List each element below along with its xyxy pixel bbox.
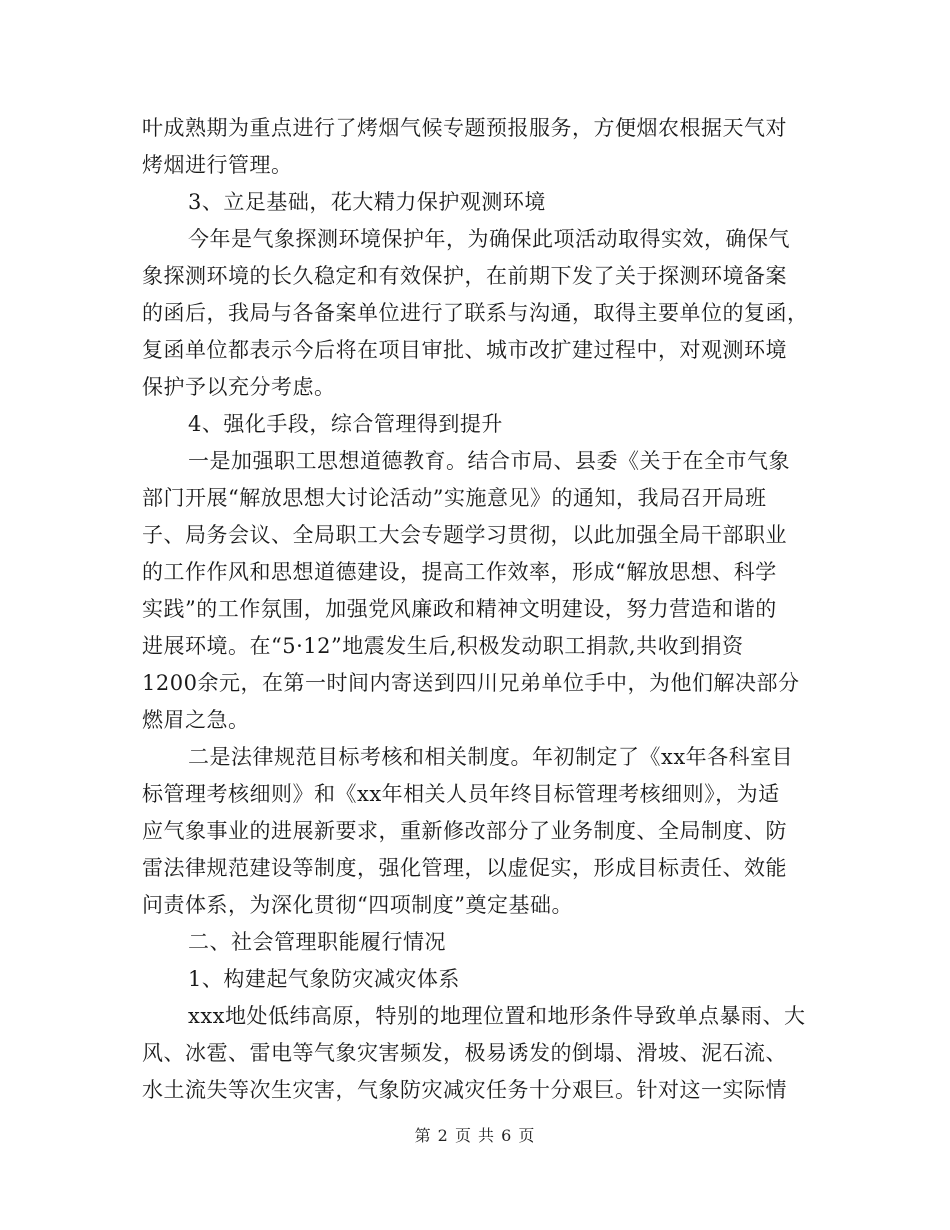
section-heading: 二、社会管理职能履行情况 [188,930,446,954]
text-line: 子、局务会议、全局职工大会专题学习贯彻，以此加强全局干部职业 [142,523,787,547]
text-line: 实践”的工作氛围，加强党风廉政和精神文明建设，努力营造和谐的 [142,597,777,621]
section-heading: 4、强化手段，综合管理得到提升 [188,412,503,436]
text-line: 保护予以充分考虑。 [142,375,336,399]
text-line: 雷法律规范建设等制度，强化管理，以虚促实，形成目标责任、效能 [142,856,787,880]
text-line: xxx地处低纬高原，特别的地理位置和地形条件导致单点暴雨、大 [188,1004,806,1028]
text-line: 的工作作风和思想道德建设，提高工作效率，形成“解放思想、科学 [142,560,777,584]
text-line: 问责体系，为深化贯彻“四项制度”奠定基础。 [142,893,573,917]
text-line: 烤烟进行管理。 [142,153,293,177]
text-line: 应气象事业的进展新要求，重新修改部分了业务制度、全局制度、防 [142,819,787,843]
text-line: 今年是气象探测环境保护年，为确保此项活动取得实效，确保气 [188,227,790,251]
text-line: 二是法律规范目标考核和相关制度。年初制定了《xx年各科室目 [188,745,794,769]
text-line: 一是加强职工思想道德教育。结合市局、县委《关于在全市气象 [188,449,790,473]
text-line: 象探测环境的长久稳定和有效保护，在前期下发了关于探测环境备案 [142,264,787,288]
text-line: 叶成熟期为重点进行了烤烟气候专题预报服务，方便烟农根据天气对 [142,116,787,140]
text-line: 1200余元，在第一时间内寄送到四川兄弟单位手中，为他们解决部分 [142,671,800,695]
text-line: 水土流失等次生灾害，气象防灾减灾任务十分艰巨。针对这一实际情 [142,1078,787,1102]
text-line: 风、冰雹、雷电等气象灾害频发，极易诱发的倒塌、滑坡、泥石流、 [142,1041,787,1065]
text-line: 的函后，我局与各备案单位进行了联系与沟通，取得主要单位的复函， [142,301,809,325]
text-line: 部门开展“解放思想大讨论活动”实施意见》的通知，我局召开局班 [142,486,767,510]
text-line: 燃眉之急。 [142,708,250,732]
page-number-footer: 第 2 页 共 6 页 [414,1126,536,1145]
text-line: 复函单位都表示今后将在项目审批、城市改扩建过程中，对观测环境 [142,338,787,362]
text-line: 标管理考核细则》和《xx年相关人员年终目标管理考核细则》，为适 [142,782,780,806]
section-heading: 3、立足基础，花大精力保护观测环境 [188,190,546,214]
section-heading: 1、构建起气象防灾减灾体系 [188,967,460,991]
text-line: 进展环境。在“5·12”地震发生后,积极发动职工捐款,共收到捐资 [142,634,744,658]
